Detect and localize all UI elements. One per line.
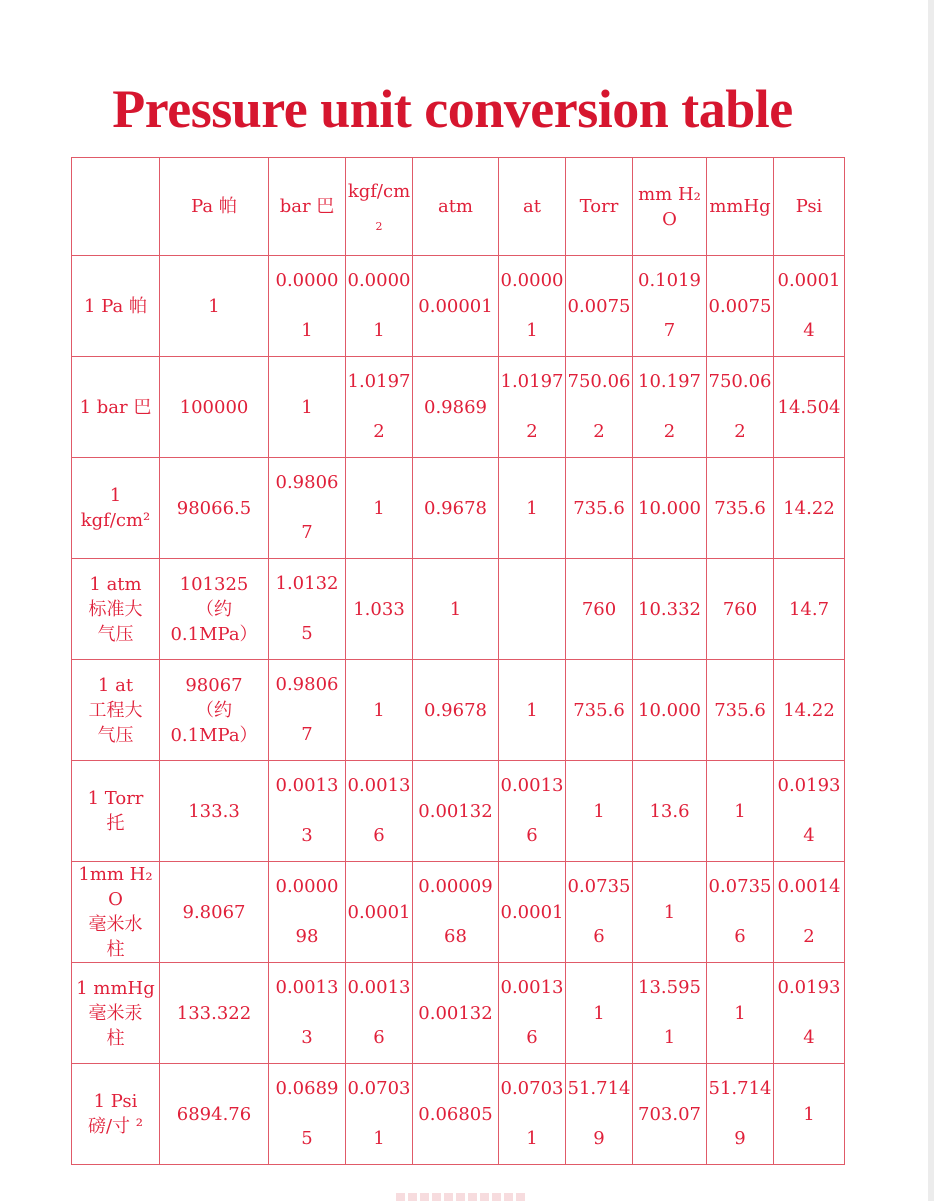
cell-text: 1 <box>449 598 462 620</box>
cell-text: （约 <box>196 699 232 721</box>
value-cell <box>160 559 269 660</box>
cell-text: 735.6 <box>573 497 625 519</box>
table-row <box>72 458 845 559</box>
value-cell <box>566 963 633 1064</box>
cell-text: 0.9869 <box>424 396 487 418</box>
cell-text: 98067 <box>185 674 243 696</box>
cell-text: 735.6 <box>714 699 766 721</box>
cell-text: 0.0001 <box>500 901 564 923</box>
cell-text: 0.0013 <box>347 775 411 796</box>
value-cell <box>499 458 566 559</box>
cell-text: mm H₂O <box>638 183 701 230</box>
value-cell <box>160 1064 269 1165</box>
cell-text: 9 <box>734 1128 746 1149</box>
value-cell <box>346 862 413 963</box>
table-row <box>72 761 845 862</box>
cell-text: 0.1MPa） <box>170 724 258 746</box>
cell-text: 0.0013 <box>275 775 339 796</box>
table-row <box>72 357 845 458</box>
cell-text: 1 <box>526 320 538 341</box>
column-header <box>72 158 160 256</box>
value-cell <box>707 458 774 559</box>
column-header <box>774 158 845 256</box>
cell-text: 0.0013 <box>500 775 564 796</box>
row-label <box>72 256 160 357</box>
cell-text: 133.322 <box>176 1002 252 1024</box>
cell-text: 1 <box>526 497 538 519</box>
cell-text: 1 Psi <box>93 1091 138 1112</box>
cell-text: 毫米汞 <box>88 1002 143 1024</box>
cell-text: 0.0193 <box>777 775 841 796</box>
table-row <box>72 256 845 357</box>
value-cell <box>160 256 269 357</box>
cell-text: 1 <box>526 1128 538 1149</box>
cell-text: 1 mmHg <box>76 977 155 999</box>
value-cell <box>413 458 499 559</box>
cell-text: 0.0703 <box>500 1078 564 1099</box>
cell-text: Pa 帕 <box>191 196 237 217</box>
value-cell <box>774 256 845 357</box>
cell-text: 9.8067 <box>182 901 246 923</box>
value-cell <box>346 357 413 458</box>
cell-text: 0.0000 <box>275 876 339 897</box>
cell-text: 6894.76 <box>176 1103 252 1125</box>
value-cell <box>413 256 499 357</box>
value-cell <box>269 256 346 357</box>
value-cell <box>499 1064 566 1165</box>
page-title: Pressure unit conversion table <box>112 79 793 140</box>
cell-text: 4 <box>803 320 815 341</box>
cell-text: 0.00001 <box>418 295 493 317</box>
cell-text: Psi <box>795 196 823 217</box>
value-cell <box>774 458 845 559</box>
cell-text: 0.00009 <box>418 876 493 897</box>
cell-text: 托 <box>106 813 125 834</box>
column-header <box>346 158 413 256</box>
value-cell <box>633 963 707 1064</box>
cell-text: 4 <box>803 1027 815 1048</box>
value-cell <box>346 761 413 862</box>
row-label <box>72 458 160 559</box>
cell-text: 1 <box>734 1002 746 1024</box>
cell-text: 10.332 <box>638 598 701 620</box>
cell-text: 0.0013 <box>347 977 411 998</box>
value-cell <box>346 660 413 761</box>
header-row <box>72 158 845 256</box>
value-cell <box>413 559 499 660</box>
cell-text: 0.0000 <box>500 270 564 291</box>
cell-text: 4 <box>803 825 815 846</box>
cell-text: 1 <box>663 901 676 923</box>
value-cell <box>774 559 845 660</box>
cell-text: 1 <box>734 800 746 822</box>
row-label <box>72 357 160 458</box>
row-label <box>72 862 160 963</box>
column-header <box>160 158 269 256</box>
table-row <box>72 963 845 1064</box>
cell-text: 1 at <box>97 674 134 696</box>
conversion-table <box>71 157 845 1165</box>
value-cell <box>707 660 774 761</box>
cell-text: 2 <box>375 219 383 233</box>
value-cell <box>413 862 499 963</box>
cell-text: 1 <box>373 1128 385 1149</box>
cell-text: 0.9806 <box>275 472 339 493</box>
value-cell <box>774 357 845 458</box>
cell-text: 1.033 <box>353 598 405 620</box>
cell-text: 735.6 <box>714 497 766 519</box>
value-cell <box>499 559 566 660</box>
cell-text: 0.00132 <box>418 1002 493 1024</box>
cell-text: 0.0703 <box>347 1078 411 1099</box>
cell-text: 13.6 <box>649 800 690 822</box>
cell-text: 标准大 <box>88 598 143 620</box>
value-cell <box>413 963 499 1064</box>
cell-text: 2 <box>734 421 746 442</box>
value-cell <box>566 458 633 559</box>
cell-text: 工程大 <box>88 699 143 721</box>
cell-text: 1 <box>301 320 313 341</box>
cell-text: 1mm H₂O <box>78 864 153 910</box>
value-cell <box>566 256 633 357</box>
cell-text: kgf/cm² <box>80 510 151 531</box>
value-cell <box>566 357 633 458</box>
value-cell <box>707 357 774 458</box>
value-cell <box>707 862 774 963</box>
row-label <box>72 761 160 862</box>
cell-text: 6 <box>526 825 538 846</box>
cell-text: 1.0197 <box>347 371 411 392</box>
column-header <box>707 158 774 256</box>
cell-text: 0.0193 <box>777 977 841 998</box>
cell-text: at <box>523 196 541 217</box>
value-cell <box>633 862 707 963</box>
cell-text: 0.0013 <box>500 977 564 998</box>
cell-text: 14.22 <box>783 699 835 721</box>
cell-text: 0.0075 <box>708 295 772 317</box>
cell-text: 0.0735 <box>708 876 772 897</box>
value-cell <box>269 559 346 660</box>
value-cell <box>499 660 566 761</box>
cell-text: 0.9806 <box>275 674 339 695</box>
cell-text: 1 bar 巴 <box>79 396 152 418</box>
value-cell <box>269 862 346 963</box>
value-cell <box>633 256 707 357</box>
value-cell <box>269 458 346 559</box>
value-cell <box>566 862 633 963</box>
value-cell <box>633 458 707 559</box>
cell-text: 2 <box>526 421 538 442</box>
cell-text: 1 <box>803 1103 815 1125</box>
table-row <box>72 1064 845 1165</box>
value-cell <box>160 761 269 862</box>
value-cell <box>160 862 269 963</box>
value-cell <box>413 660 499 761</box>
cell-text: 98 <box>295 926 319 947</box>
cell-text: 7 <box>663 320 676 341</box>
cell-text: kgf/cm <box>347 180 411 202</box>
value-cell <box>566 761 633 862</box>
row-label <box>72 1064 160 1165</box>
cell-text: 14.22 <box>783 497 835 519</box>
cell-text: 101325 <box>179 573 249 595</box>
cell-text: 0.0689 <box>275 1078 339 1099</box>
cell-text: 2 <box>803 926 815 947</box>
cell-text: 10.197 <box>638 371 701 392</box>
cell-text: 0.0000 <box>275 270 339 291</box>
value-cell <box>160 660 269 761</box>
cell-text: 6 <box>526 1027 538 1048</box>
value-cell <box>269 761 346 862</box>
cell-text: 13.595 <box>638 977 701 998</box>
cell-text: 1 <box>663 1027 676 1048</box>
cell-text: （约 <box>196 598 232 620</box>
cell-text: 1.0132 <box>275 573 339 594</box>
table-row <box>72 559 845 660</box>
value-cell <box>707 963 774 1064</box>
row-label <box>72 660 160 761</box>
value-cell <box>499 357 566 458</box>
value-cell <box>346 963 413 1064</box>
cell-text: 735.6 <box>573 699 625 721</box>
value-cell <box>633 660 707 761</box>
cell-text: 1 <box>109 485 122 506</box>
value-cell <box>413 1064 499 1165</box>
cell-text: 51.714 <box>708 1078 772 1099</box>
cell-text: 98066.5 <box>176 497 252 519</box>
cell-text: 51.714 <box>567 1078 631 1099</box>
value-cell <box>774 862 845 963</box>
table-row <box>72 862 845 963</box>
cell-text: 6 <box>734 926 746 947</box>
cell-text: 0.9678 <box>424 699 487 721</box>
value-cell <box>566 660 633 761</box>
value-cell <box>269 1064 346 1165</box>
value-cell <box>346 1064 413 1165</box>
cell-text: 1 <box>301 396 313 418</box>
value-cell <box>633 357 707 458</box>
cell-text: 1 <box>373 497 385 519</box>
value-cell <box>499 963 566 1064</box>
cell-text: 柱 <box>106 1027 125 1049</box>
value-cell <box>160 963 269 1064</box>
cell-text: bar 巴 <box>279 196 335 217</box>
row-label <box>72 963 160 1064</box>
value-cell <box>774 1064 845 1165</box>
column-header <box>566 158 633 256</box>
cell-text: 0.06805 <box>418 1103 493 1125</box>
value-cell <box>160 458 269 559</box>
value-cell <box>413 761 499 862</box>
cell-text: 3 <box>301 1027 313 1048</box>
cell-text: 760 <box>581 598 617 620</box>
value-cell <box>633 761 707 862</box>
cell-text: 0.0075 <box>567 295 631 317</box>
value-cell <box>499 761 566 862</box>
cell-text: 1 <box>593 1002 605 1024</box>
cell-text: 750.06 <box>567 371 631 392</box>
value-cell <box>499 862 566 963</box>
value-cell <box>707 559 774 660</box>
table-row <box>72 660 845 761</box>
cell-text: 0.1019 <box>638 270 701 291</box>
cell-text: 0.0000 <box>347 270 411 291</box>
value-cell <box>346 256 413 357</box>
cell-text: 0.0001 <box>347 901 411 923</box>
cell-text: 气压 <box>97 623 134 645</box>
cell-text: 10.000 <box>638 497 701 519</box>
column-header <box>269 158 346 256</box>
value-cell <box>346 559 413 660</box>
cell-text: 1 <box>373 320 385 341</box>
value-cell <box>707 256 774 357</box>
cell-text: 1 Torr <box>87 788 144 809</box>
cell-text: 毫米水 <box>88 914 143 935</box>
cell-text: 2 <box>373 421 385 442</box>
cell-text: mmHg <box>709 196 771 217</box>
cell-text: 6 <box>373 825 385 846</box>
column-header <box>413 158 499 256</box>
value-cell <box>707 1064 774 1165</box>
value-cell <box>160 357 269 458</box>
cell-text: 14.504 <box>777 396 841 418</box>
cell-text: 磅/寸 ² <box>87 1116 143 1137</box>
table-body <box>72 158 845 1165</box>
cell-text: 0.9678 <box>424 497 487 519</box>
value-cell <box>499 256 566 357</box>
cell-text: Torr <box>579 196 619 217</box>
cell-text: 10.000 <box>638 699 701 721</box>
cell-text: 5 <box>301 1128 313 1149</box>
cell-text: 1 <box>526 699 538 721</box>
page-edge <box>928 0 934 1201</box>
value-cell <box>413 357 499 458</box>
value-cell <box>774 761 845 862</box>
value-cell <box>707 761 774 862</box>
cell-text: 2 <box>593 421 605 442</box>
cell-text: 0.00132 <box>418 800 493 822</box>
cell-text: 1 atm <box>89 573 142 595</box>
cell-text: 1 <box>373 699 385 721</box>
value-cell <box>269 963 346 1064</box>
footer-watermark <box>396 1193 526 1201</box>
cell-text: 100000 <box>179 396 249 418</box>
cell-text: 2 <box>663 421 676 442</box>
cell-text: 760 <box>722 598 758 620</box>
value-cell <box>566 559 633 660</box>
cell-text: 气压 <box>97 724 134 746</box>
value-cell <box>346 458 413 559</box>
cell-text: 0.0014 <box>777 876 841 897</box>
value-cell <box>774 963 845 1064</box>
cell-text: 14.7 <box>788 598 830 620</box>
cell-text: 7 <box>301 724 313 745</box>
cell-text: 3 <box>301 825 313 846</box>
cell-text: 703.07 <box>638 1103 701 1125</box>
cell-text: 750.06 <box>708 371 772 392</box>
cell-text: 0.0735 <box>567 876 631 897</box>
cell-text: atm <box>437 196 474 217</box>
cell-text: 6 <box>593 926 605 947</box>
column-header <box>633 158 707 256</box>
value-cell <box>774 660 845 761</box>
cell-text: 柱 <box>106 939 125 960</box>
cell-text: 0.0013 <box>275 977 339 998</box>
column-header <box>499 158 566 256</box>
cell-text: 9 <box>593 1128 605 1149</box>
value-cell <box>566 1064 633 1165</box>
cell-text: 7 <box>301 522 313 543</box>
cell-text: 0.1MPa） <box>170 623 258 645</box>
cell-text: 68 <box>444 926 467 947</box>
row-label <box>72 559 160 660</box>
value-cell <box>633 1064 707 1165</box>
cell-text: 1.0197 <box>500 371 564 392</box>
cell-text: 133.3 <box>188 800 240 822</box>
cell-text: 1 <box>593 800 605 822</box>
value-cell <box>269 357 346 458</box>
cell-text: 6 <box>373 1027 385 1048</box>
value-cell <box>269 660 346 761</box>
cell-text: 0.0001 <box>777 270 841 291</box>
cell-text: 1 Pa 帕 <box>84 295 147 317</box>
cell-text: 5 <box>301 623 313 644</box>
value-cell <box>633 559 707 660</box>
cell-text: 1 <box>208 295 220 317</box>
